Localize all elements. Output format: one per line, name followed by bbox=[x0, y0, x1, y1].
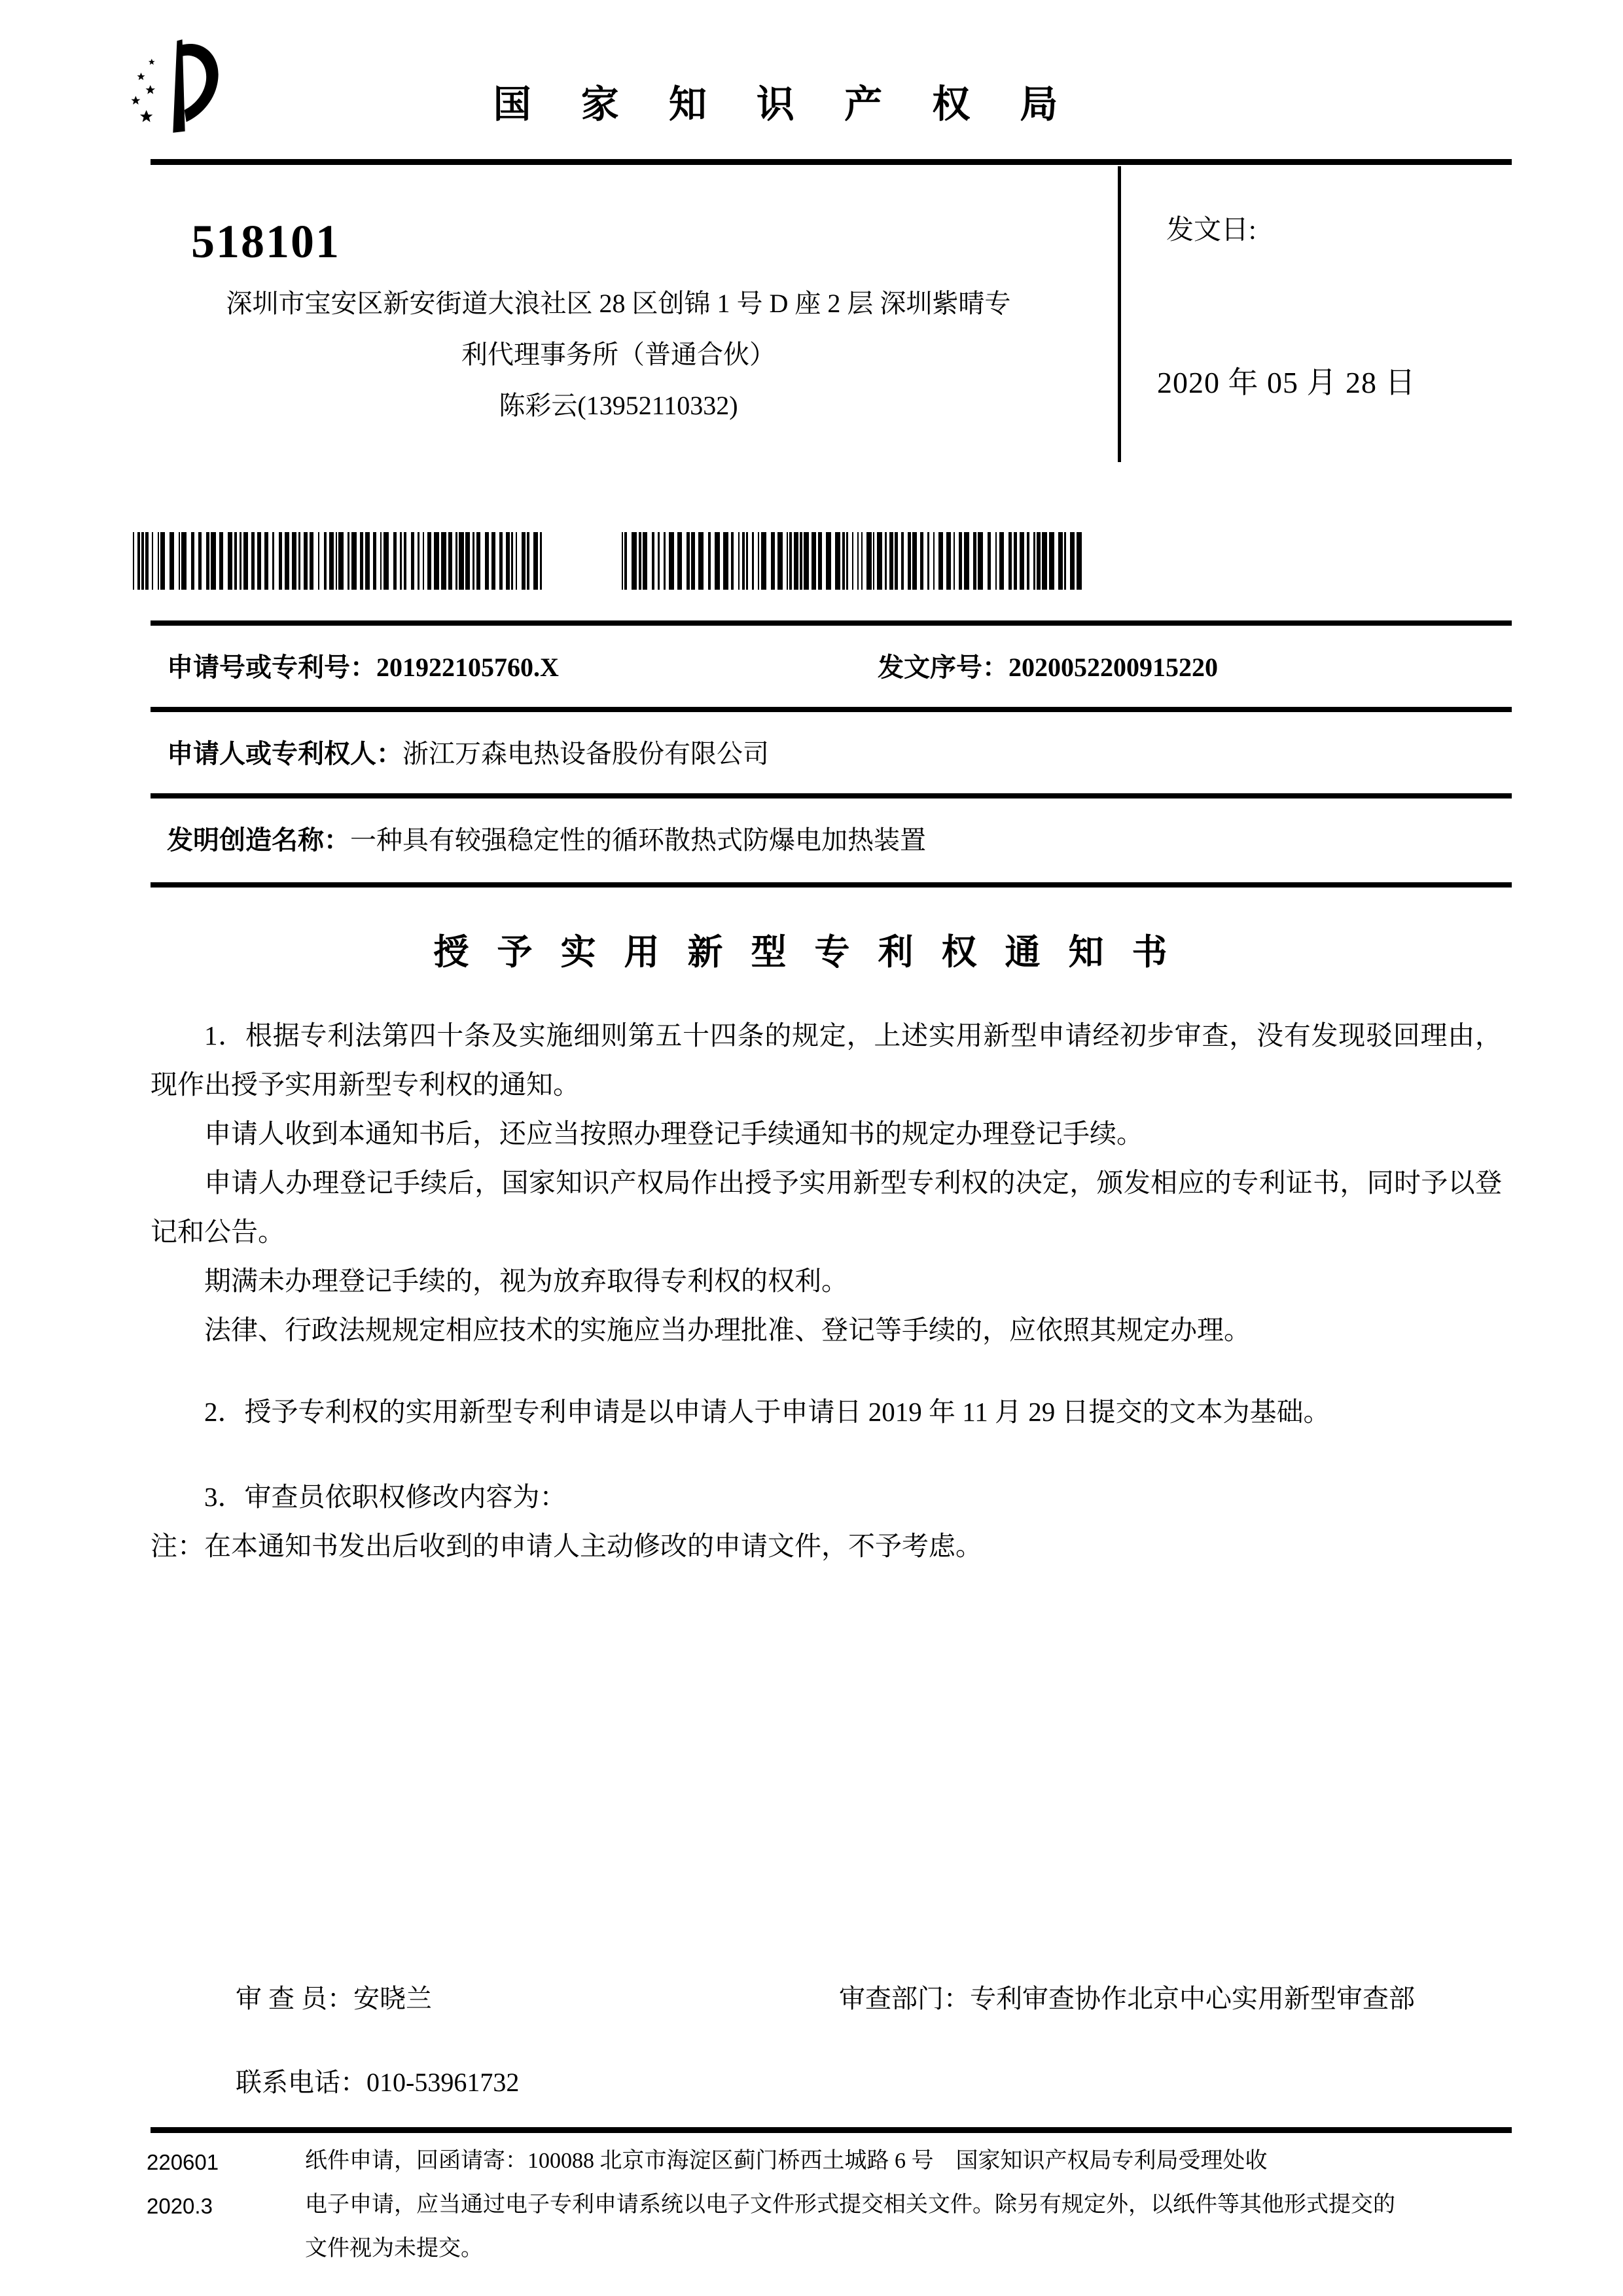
dispatch-date-value: 2020 年 05 月 28 日 bbox=[1157, 366, 1416, 399]
address-line-2: 利代理事务所（普通合伙） bbox=[461, 340, 776, 369]
notice-paragraph: 2．授予专利权的实用新型专利申请是以申请人于申请日 2019 年 11 月 29 日提交的文本为基础。 bbox=[204, 1397, 1330, 1427]
separator-rule-4 bbox=[151, 882, 1512, 888]
barcode-left bbox=[133, 532, 546, 590]
notice-paragraph: 申请人收到本通知书后，还应当按照办理登记手续通知书的规定办理登记手续。 bbox=[204, 1119, 1143, 1149]
notice-paragraph: 注：在本通知书发出后收到的申请人主动修改的申请文件，不予考虑。 bbox=[151, 1531, 982, 1561]
invention-title-label: 发明创造名称： bbox=[167, 826, 350, 855]
dispatch-serial-value: 2020052200915220 bbox=[1008, 653, 1218, 682]
footer-form-code: 220601 bbox=[147, 2150, 219, 2174]
notice-paragraph: 法律、行政法规规定相应技术的实施应当办理批准、登记等手续的，应依照其规定办理。 bbox=[204, 1315, 1251, 1345]
footer-instructions bbox=[305, 2139, 1548, 2270]
notice-paragraph: 申请人办理登记手续后，国家知识产权局作出授予实用新型专利权的决定，颁发相应的专利证书，同时予以登记和公告。 bbox=[151, 1168, 1502, 1247]
examiner-name: 安晓兰 bbox=[353, 1984, 432, 2013]
phone-value: 010-53961732 bbox=[366, 2068, 520, 2097]
agency-title: 国 家 知 识 产 权 局 bbox=[493, 83, 1078, 126]
field-invention-title bbox=[167, 819, 926, 857]
dispatch-date-label: 发文日: bbox=[1166, 215, 1257, 245]
separator-rule-2 bbox=[151, 707, 1512, 712]
phone-label: 联系电话： bbox=[236, 2068, 366, 2097]
footer-line-1: 纸件申请，回函请寄：100088 北京市海淀区蓟门桥西土城路 6 号 国家知识产权局专利局受理处收 bbox=[305, 2149, 1268, 2173]
notice-body bbox=[151, 1011, 1502, 1571]
notice-title: 授 予 实 用 新 型 专 利 权 通 知 书 bbox=[433, 933, 1177, 972]
footer-line-3: 文件视为未提交。 bbox=[305, 2236, 483, 2261]
department-name: 专利审查协作北京中心实用新型审查部 bbox=[970, 1984, 1415, 2013]
separator-rule-1 bbox=[151, 620, 1512, 626]
field-application-number bbox=[167, 647, 559, 684]
field-applicant bbox=[167, 733, 769, 770]
footer-line-2: 电子申请，应当通过电子专利申请系统以电子文件形式提交相关文件。除另有规定外，以纸件等其他形式提交的 bbox=[305, 2193, 1395, 2217]
separator-rule-3 bbox=[151, 793, 1512, 798]
department-label: 审查部门： bbox=[839, 1984, 970, 2013]
footer-form-version: 2020.3 bbox=[147, 2194, 213, 2218]
field-dispatch-serial bbox=[878, 647, 1218, 684]
phone-row bbox=[236, 2062, 519, 2099]
postal-code: 518101 bbox=[191, 215, 340, 268]
notice-paragraph: 1．根据专利法第四十条及实施细则第五十四条的规定，上述实用新型申请经初步审查，没有发现驳回理由，现作出授予实用新型专利权的通知。 bbox=[151, 1020, 1502, 1100]
footer-rule bbox=[151, 2127, 1512, 2133]
notice-paragraph: 3．审查员依职权修改内容为： bbox=[204, 1482, 567, 1512]
recipient-address bbox=[151, 278, 1086, 431]
department-row bbox=[839, 1978, 1415, 2015]
application-number-value: 201922105760.X bbox=[376, 653, 559, 682]
applicant-label: 申请人或专利权人： bbox=[167, 740, 402, 768]
notice-paragraph: 期满未办理登记手续的，视为放弃取得专利权的权利。 bbox=[204, 1266, 848, 1296]
invention-title-value: 一种具有较强稳定性的循环散热式防爆电加热装置 bbox=[350, 825, 926, 855]
address-line-1: 深圳市宝安区新安街道大浪社区 28 区创锦 1 号 D 座 2 层 深圳紫晴专 bbox=[226, 289, 1011, 318]
footer-form-codes bbox=[147, 2140, 219, 2228]
address-line-3: 陈彩云(13952110332) bbox=[499, 391, 738, 420]
examiner-row bbox=[236, 1978, 432, 2015]
examiner-label: 审 查 员： bbox=[236, 1984, 353, 2013]
applicant-value: 浙江万森电热设备股份有限公司 bbox=[402, 739, 769, 768]
barcode-right bbox=[622, 532, 1083, 590]
dispatch-box-divider bbox=[1118, 166, 1121, 462]
header-rule bbox=[151, 159, 1512, 165]
dispatch-serial-label: 发文序号： bbox=[878, 653, 1008, 682]
application-number-label: 申请号或专利号： bbox=[167, 653, 376, 682]
